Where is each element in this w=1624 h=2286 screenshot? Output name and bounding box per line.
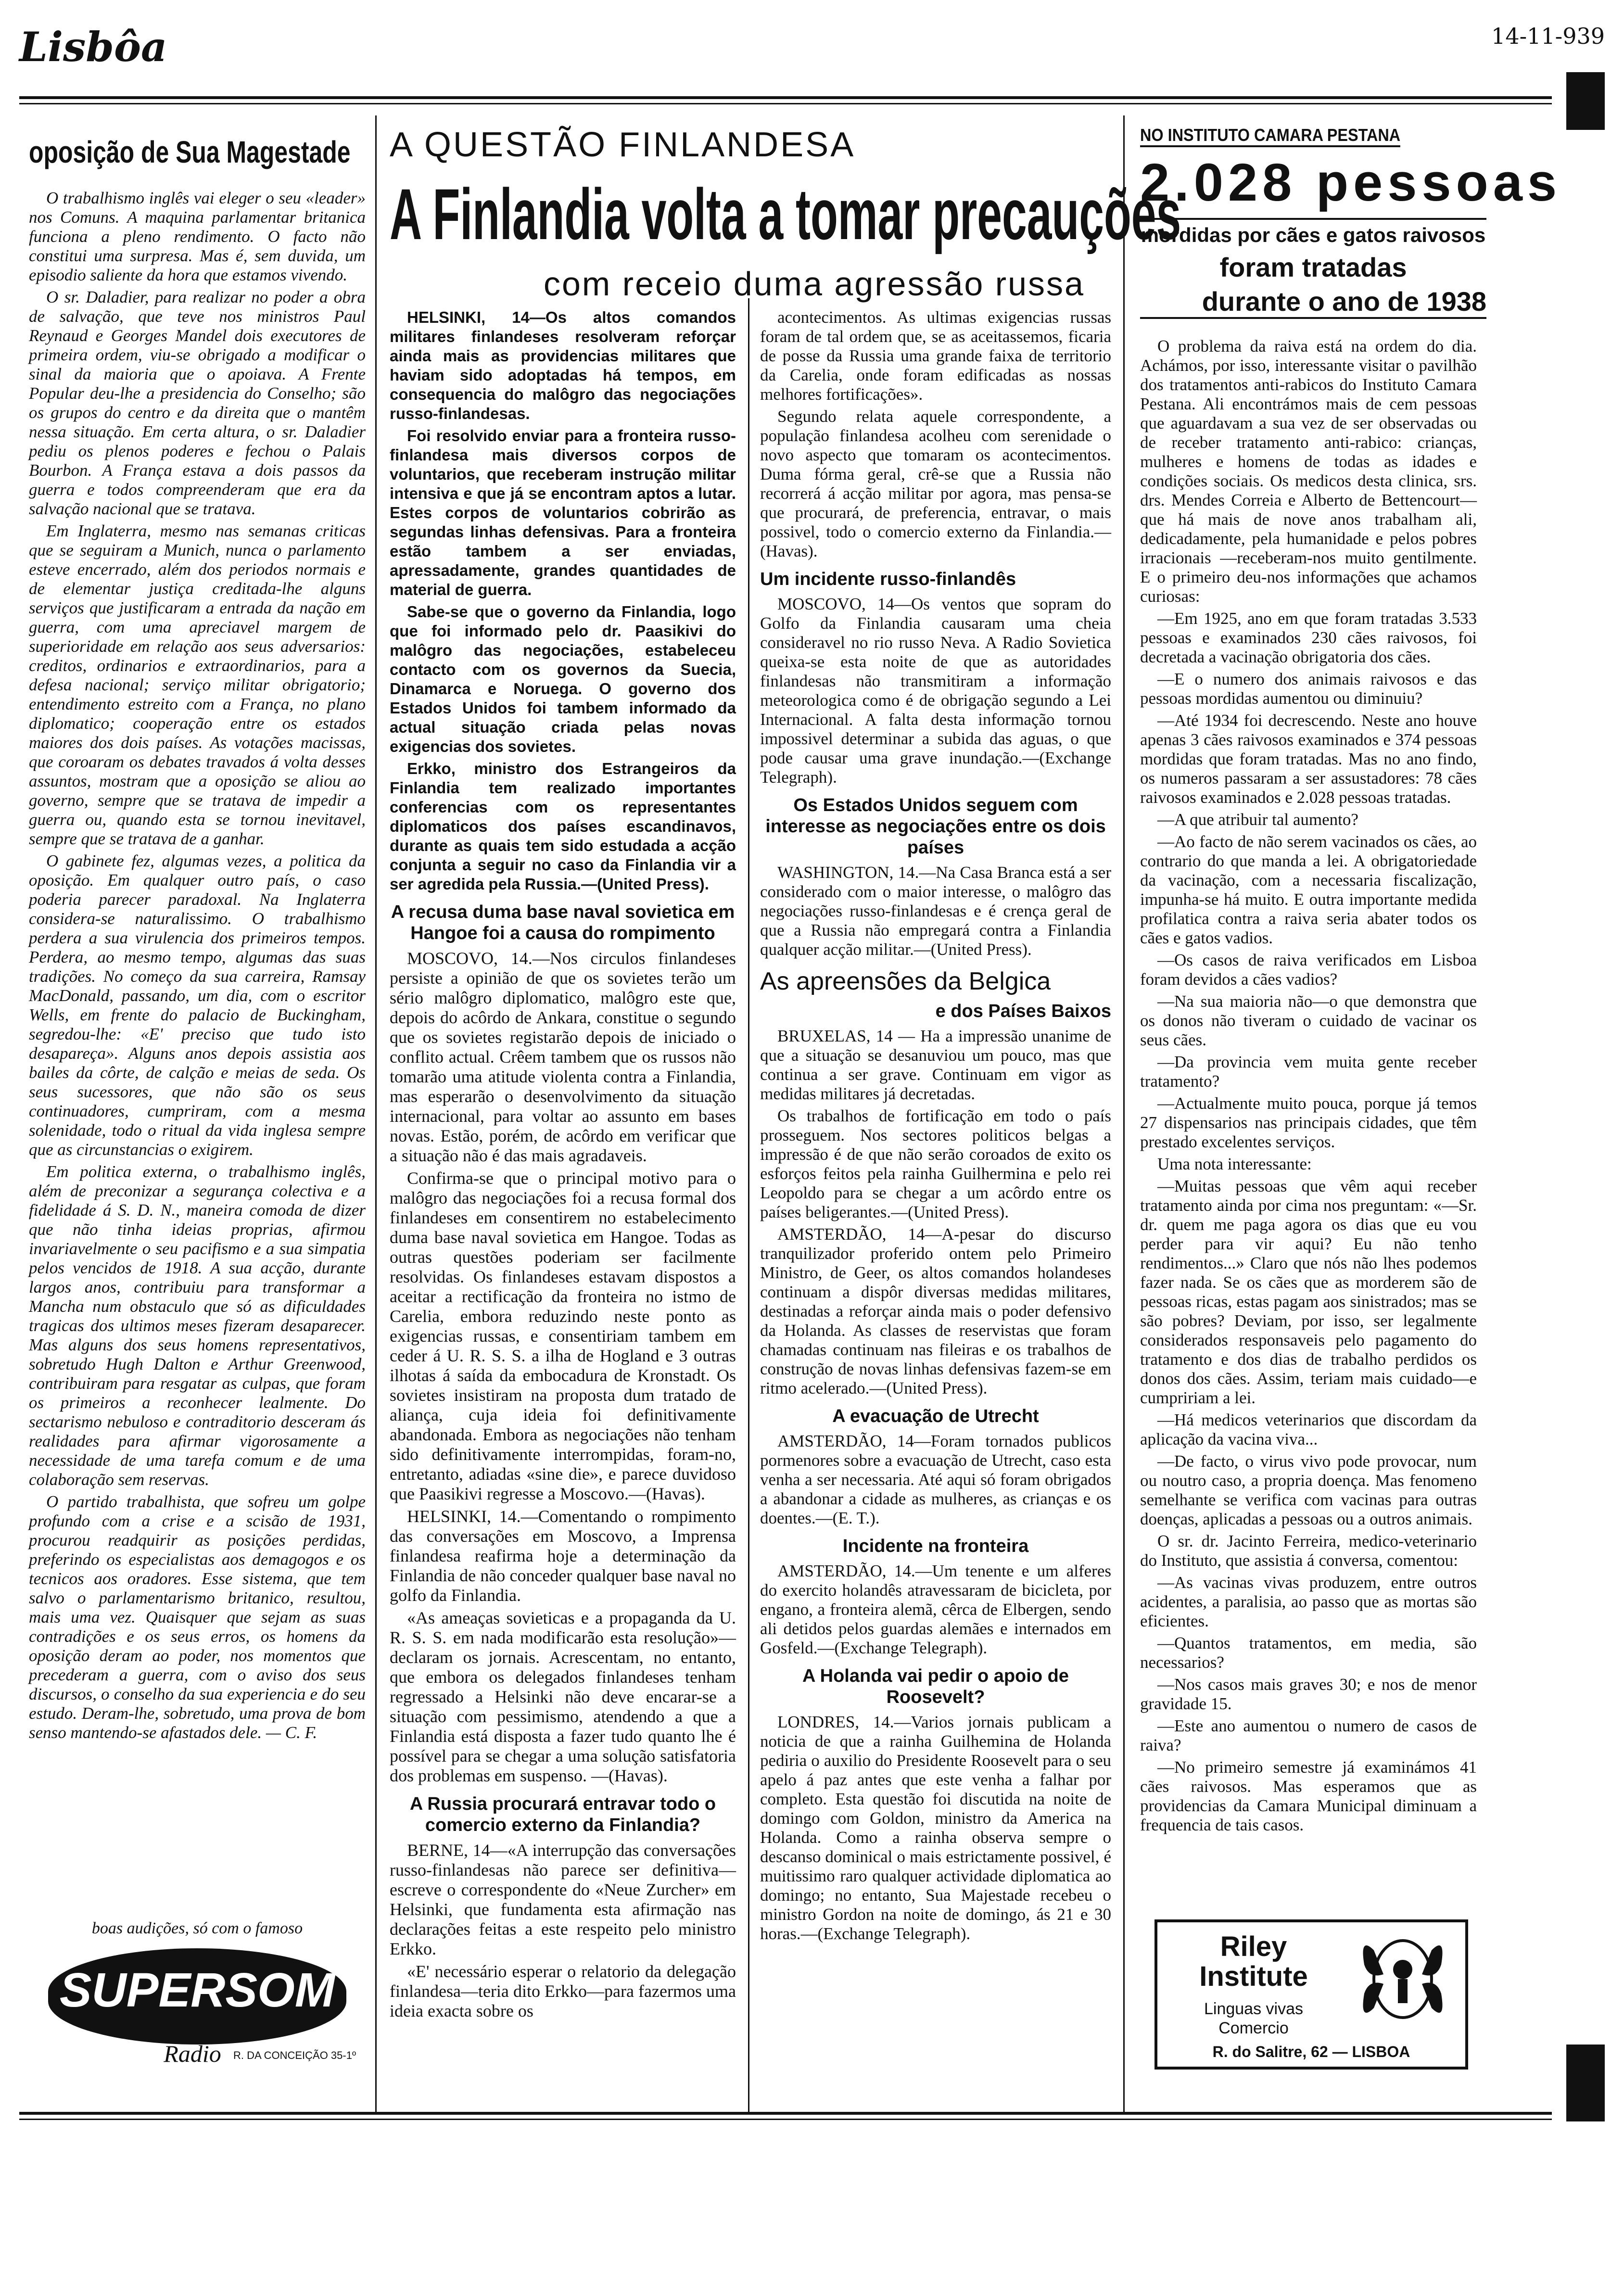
edge-mark-bottom bbox=[1566, 2045, 1605, 2121]
paragraph: Sabe-se que o governo da Finlandia, logo que foi informado pelo dr. Paasikivi do malôgro das negociações, estabeleceu contacto com os governos da Suecia, Dinamarca e Noruega. O governo dos Estados Unidos foi tambem informado da actual situação criada pelas novas exigencias dos sovietes. bbox=[390, 603, 736, 755]
paragraph: WASHINGTON, 14.—Na Casa Branca está a ser considerado com o maior interesse, o malôgro das negociações russo-finlandesas e é crença geral de que a Russia não empregará contra a Finlandia qualquer acção militar.—(United Press). bbox=[760, 863, 1111, 959]
incidente-heading: Um incidente russo-finlandês bbox=[760, 569, 1016, 589]
masthead-title: Lisbôa bbox=[19, 23, 167, 71]
right-rule bbox=[1140, 218, 1486, 220]
right-line2: mordidas por cães e gatos raivosos bbox=[1141, 224, 1486, 246]
paragraph: O sr. dr. Jacinto Ferreira, medico-veterinario do Instituto, que assistia á conversa, comentou: bbox=[1140, 1532, 1477, 1570]
paragraph: Os trabalhos de fortificação em todo o país prosseguem. Nos sectores politicos belgas a impressão é de que não serão coroados de exito os esforços feitos pela rainha Guilhermina e pelo rei Leopoldo para se chegar a um acôrdo entre os países beligerantes.—(United Press). bbox=[760, 1106, 1111, 1221]
riley-line4: Comercio bbox=[1218, 2019, 1289, 2037]
paragraph: HELSINKI, 14—Os altos comandos militares finlandeses resolveram reforçar ainda mais as providencias militares que haviam sido adoptadas há tempos, em consequencia do malôgro das negociações russo-finlandesas. bbox=[390, 308, 736, 422]
paragraph: BERNE, 14—«A interrupção das conversações russo-finlandesas não parece ser definitiva—escreve o correspondente do «Neue Zurcher» em Helsinki, que fundamenta esta afirmação nas declarações feitas a este respeito pelo ministro Erkko. bbox=[390, 1841, 736, 1958]
finland-column bbox=[390, 308, 736, 2024]
riley-line1: Riley bbox=[1220, 1931, 1287, 1962]
right-line4: durante o ano de 1938 bbox=[1140, 286, 1486, 319]
paragraph: —De facto, o virus vivo pode provocar, num ou noutro caso, a propria doença. Mas fenomeno semelhante se verifica com vacinas para outras doenças, aplicadas a pessoas ou a outros animais. bbox=[1140, 1452, 1477, 1528]
paragraph: Em politica externa, o trabalhismo inglês, além de preconizar a segurança colectiva e a fidelidade á S. D. N., maneira comoda de dizer que não tinha ideias proprias, afirmou invariavelmente o seu pacifismo e a sua simpatia pelos vencidos de 1918. A sua acção, durante largos anos, contribuiu para transformar a Mancha num obstaculo que só as dificuldades tragicas dos ultimos meses fizeram desaparecer. Mas alguns dos seus homens representativos, sobretudo Hugh Dalton e Arthur Greenwood, contribuiram para resgatar as culpas, que foram os primeiros a reconhecer lealmente. Do sectarismo nebuloso e contraditorio desceram ás realidades para afirmar vigorosamente a necessidade de uma tarefa comum e de uma colaboração sem reservas. bbox=[29, 1162, 366, 1489]
paragraph: Uma nota interessante: bbox=[1157, 1155, 1312, 1173]
riley-line2: Institute bbox=[1199, 1961, 1308, 1992]
paragraph: O partido trabalhista, que sofreu um golpe profundo com a crise e a scisão de 1931, procurou readquirir as posições perdidas, preferindo os especialistas aos demagogos e os tecnicos aos oradores. Esse sistema, que tem salvo o parlamentarismo britanico, resultou, mais uma vez. Quaisquer que sejam as suas contradições e os seus erros, os homens da oposição deram ao poder, nos momentos que precederam a guerra, com o aviso dos seus discursos, o conselho da sua experiencia e do seu estudo. Deram-lhe, sobretudo, uma prova de bom senso mantendo-se afastados dele. — C. F. bbox=[29, 1492, 366, 1742]
supersom-ad bbox=[38, 1919, 356, 2078]
left-article-body bbox=[29, 189, 366, 1742]
bottom-rule-thin bbox=[19, 2119, 1552, 2120]
paragraph: —Ao facto de não serem vacinados os cães, ao contrario do que manda a lei. A obrigatoriedade da vacinação, com a necessaria fiscalização, impunha-se há muito. E outra importante medida profilatica contra a raiva seria abater todos os cães e gatos vadios. bbox=[1140, 832, 1477, 947]
paragraph: acontecimentos. As ultimas exigencias russas foram de tal ordem que, se as aceitassemos, ficaria de posse da Russia uma grande faixa de territorio da Carelia, onde foram edificadas as nossas melhores fortificações». bbox=[760, 308, 1111, 404]
paragraph: —Muitas pessoas que vêm aqui receber tratamento ainda por cima nos preguntam: «—Sr. dr. quem me paga agora os dias que eu vou perder para vir aqui? Eu não tenho rendimentos...» Claro que nós não lhes podemos fazer nada. Se os cães que as morderem são de pessoas ricas, estas pagam aos sinistrados; mas se são pobres? Deviam, por isso, ser legalmente considerados responsaveis pelo pagamento do tratamento e dos dias de trabalho perdidos os donos dos cães. Assim, teriam mais cuidado—e cumpririam a lei. bbox=[1140, 1177, 1477, 1407]
column-divider-2 bbox=[748, 298, 749, 2112]
paragraph: O problema da raiva está na ordem do dia. Achámos, por isso, interessante visitar o pavilhão dos tratamentos anti-rabicos do Instituto Camara Pestana. Ali encontrámos mais de cem pessoas que aguardavam a sua vez de ser observadas ou de receber tratamento anti-rabico: crianças, mulheres e homens de todas as idades e condições sociais. Os medicos desta clinica, srs. drs. Mendes Correia e Alberto de Bettencourt—que há mais de nove anos trabalham ali, dedicadamente, pela humanidade e pelos pobres irracionais —receberam-nos muito gentilmente. E o primeiro deu-nos informações que achamos curiosas: bbox=[1140, 337, 1477, 606]
belgica-subheading: e dos Países Baixos bbox=[935, 1001, 1111, 1021]
supersom-address: R. DA CONCEIÇÃO 35-1º bbox=[233, 2049, 356, 2061]
center-subhead: com receio duma agressão russa bbox=[544, 265, 1085, 303]
riley-line3: Linguas vivas bbox=[1204, 2000, 1303, 2018]
paragraph: HELSINKI, 14.—Comentando o rompimento das conversações em Moscovo, a Imprensa finlandesa reafirma hoje a determinação da Finlandia de não conceder qualquer base naval no golfo da Finlandia. bbox=[390, 1507, 736, 1605]
paragraph: AMSTERDÃO, 14—A-pesar do discurso tranquilizador proferido ontem pelo Primeiro Ministro, de Geer, os altos comandos holandeses continuam a dispôr diversas medidas militares, destinadas a reforçar ainda mais o poder defensivo da Holanda. As classes de reservistas que foram chamadas continuam nas fileiras e os trabalhos de construção de novas linhas defensivas fazem-se em ritmo acelerado.—(United Press). bbox=[760, 1225, 1111, 1397]
right-big-title: 2.028 pessoas bbox=[1140, 153, 1562, 212]
paragraph: «As ameaças sovieticas e a propaganda da U. R. S. S. em nada modificarão esta resolução»—declaram os jornais. Acrescentam, no entanto, que embora os delegados finlandeses tenham regressado a Helsinki não deve encarar-se a situação com pessimismo, atendendo a que a Finlandia está disposta a fazer tudo quanto lhe é possível para se chegar a uma solução satisfatoria dos problemas em suspenso. —(Havas). bbox=[390, 1608, 736, 1785]
riley-name bbox=[1167, 1932, 1340, 1992]
top-rule-thin bbox=[19, 103, 1552, 104]
masthead-date: 14-11-939 bbox=[1491, 23, 1605, 49]
paragraph: MOSCOVO, 14—Os ventos que sopram do Golfo da Finlandia causaram uma cheia consideravel no rio russo Neva. A Radio Sovietica queixa-se esta noite de que as autoridades finlandesas não transmitiram a informação meteorologica como é de obrigação segundo a Lei Internacional. A falta desta informação tornou impossivel determinar a subida das aguas, o que pode causar uma grave inundação.—(Exchange Telegraph). bbox=[760, 595, 1111, 787]
paragraph: —Na sua maioria não—o que demonstra que os donos não tiveram o cuidado de vacinar os seus cães. bbox=[1140, 992, 1477, 1049]
eua-heading: Os Estados Unidos seguem com interesse as negociações entre os dois países bbox=[765, 795, 1106, 858]
paragraph: —A que atribuir tal aumento? bbox=[1157, 810, 1358, 829]
top-rule bbox=[19, 96, 1552, 99]
belgica-heading: As apreensões da Belgica bbox=[760, 967, 1051, 995]
paragraph: —Em 1925, ano em que foram tratadas 3.533 pessoas e examinados 230 cães raivosos, foi decretada a vacinação obrigatoria dos cães. bbox=[1140, 609, 1477, 666]
column-divider-3 bbox=[1123, 115, 1125, 2112]
paragraph: O gabinete fez, algumas vezes, a politica da oposição. Em qualquer outro país, o caso poderia parecer paradoxal. Na Inglaterra considera-se naturalissimo. O trabalhismo perdera a sua virulencia dos primeiros tempos. Perdera, ao mesmo tempo, algumas das suas tradições. No começo da sua carreira, Ramsay MacDonald, passando, um dia, com o escritor Wells, em frente do palacio de Buckingham, segredou-lhe: «E' preciso que tudo isto desapareça». Alguns anos depois assistia aos bailes da côrte, de calção e meias de seda. Os seus sucessores, que não são os seus continuadores, cumpriram, com a mesma solenidade, todo o ritual da vida inglesa sempre que as circunstancias o exigirem. bbox=[29, 851, 366, 1159]
riley-emblem-icon bbox=[1355, 1931, 1451, 2027]
bottom-rule bbox=[19, 2112, 1552, 2115]
hangoe-heading: A recusa duma base naval sovietica em Hangoe foi a causa do rompimento bbox=[391, 902, 735, 943]
paragraph: O trabalhismo inglês vai eleger o seu «leader» nos Comuns. A maquina parlamentar britanica funciona a pleno rendimento. O facto não constitui uma surpresa. Mas é, sem duvida, um episodio saliente da hora que estamos vivendo. bbox=[29, 189, 366, 284]
right-article-body bbox=[1140, 337, 1477, 1838]
paragraph: —Há medicos veterinarios que discordam da aplicação da vacina viva... bbox=[1140, 1410, 1477, 1448]
lead-block bbox=[390, 308, 736, 894]
paragraph: —Da provincia vem muita gente receber tratamento? bbox=[1140, 1053, 1477, 1091]
paragraph: —Até 1934 foi decrescendo. Neste ano houve apenas 3 cães raivosos examinados e 374 pessoas mordidas que foram tratadas. Mas no ano findo, os numeros passaram a ser assustadores: 78 cães raivosos examinados e 2.028 pessoas tratadas. bbox=[1140, 711, 1477, 807]
supersom-brand: SUPERSOM bbox=[59, 1963, 335, 2017]
paragraph: Segundo relata aquele correspondente, a população finlandesa acolheu com serenidade o novo aspecto que tomaram os acontecimentos. Duma fórma geral, crê-se que a Russia não recorrerá á acção militar por agora, mas pensa-se que procurará, de preferencia, entravar, o mais possivel, todo o comercio externo da Finlandia.—(Havas). bbox=[760, 407, 1111, 560]
edge-mark-top bbox=[1566, 72, 1605, 130]
right-kicker: NO INSTITUTO CAMARA PESTANA bbox=[1140, 125, 1400, 147]
left-article-title: oposição de Sua Magestade bbox=[29, 135, 351, 169]
paragraph: —As vacinas vivas produzem, entre outros acidentes, a paralisia, ao passo que as mortas são eficientes. bbox=[1140, 1573, 1477, 1630]
center-kicker: A QUESTÃO FINLANDESA bbox=[390, 126, 856, 164]
paragraph: Foi resolvido enviar para a fronteira russo-finlandesa mais diversos corpos de voluntarios, que receberam instrução militar intensiva e que já se encontram aptos a lutar. Estes corpos de voluntarios cobrirão as segundas linhas defensivas. Para a fronteira estão tambem a ser enviadas, apressadamente, grandes quantidades de material de guerra. bbox=[390, 427, 736, 598]
riley-ad bbox=[1155, 1919, 1468, 2070]
center-headline: A Finlandia volta a tomar precauções bbox=[390, 174, 1181, 254]
paragraph: O sr. Daladier, para realizar no poder a obra de salvação, que teve nos ministros Paul Reynaud e Georges Mandel dois executores de primeira ordem, viu-se obrigado a modificar o sinal da maioria que o apoiava. A Frente Popular deu-lhe a presidencia do Conselho; são os grupos do centro e da direita que o mantêm nessa situação. Em certa altura, o sr. Daladier pediu os plenos poderes e fechou o Palais Bourbon. A França estava a dois passos da guerra e todos compreenderam que era da salvação nacional que se tratava. bbox=[29, 288, 366, 518]
europe-column bbox=[760, 308, 1111, 1946]
paragraph: Erkko, ministro dos Estrangeiros da Finlandia tem realizado importantes conferencias com os representantes diplomaticos dos países escandinavos, durante as quais tem sido estudada a acção conjunta a seguir no caso da Finlandia vir a ser agredida pela Russia.—(United Press). bbox=[390, 760, 736, 893]
paragraph: BRUXELAS, 14 — Ha a impressão unanime de que a situação se desanuviou um pouco, mas que continua a ser grave. Continuam em vigor as medidas militares já decretadas. bbox=[760, 1027, 1111, 1103]
paragraph: —E o numero dos animais raivosos e das pessoas mordidas aumentou ou diminuiu? bbox=[1140, 670, 1477, 708]
paragraph: —Nos casos mais graves 30; e nos de menor gravidade 15. bbox=[1140, 1675, 1477, 1713]
paragraph: «E' necessário esperar o relatorio da delegação finlandesa—teria dito Erkko—para fazermos uma ideia exacta sobre os bbox=[390, 1962, 736, 2020]
paragraph: —Os casos de raiva verificados em Lisboa foram devidos a cães vadios? bbox=[1140, 951, 1477, 989]
paragraph: AMSTERDÃO, 14—Foram tornados publicos pormenores sobre a evacuação de Utrecht, caso esta venha a ser necessaria. Até aqui só foram obrigados a abandonar a cidade as mulheres, as crianças e os doentes.—(E. T.). bbox=[760, 1432, 1111, 1527]
paragraph: —No primeiro semestre já examinámos 41 cães raivosos. Mas esperamos que as providencias da Camara Municipal diminuam a frequencia de tais casos. bbox=[1140, 1758, 1477, 1834]
right-article-header bbox=[1140, 125, 1562, 319]
paragraph: —Quantos tratamentos, em media, são necessarios? bbox=[1140, 1634, 1477, 1672]
paragraph: Em Inglaterra, mesmo nas semanas criticas que se seguiram a Munich, nunca o parlamento esteve encerrado, além dos periodos normais e de elementar justiça creditada-lhe alguns serviços que justificaram a entrada da nação em guerra, com uma apreciavel margem de superioridade em relação aos seus adversarios: creditos, ordinarios e extraordinarios, para a defesa nacional; serviço militar obrigatorio; entendimento estreito com a França, no plano diplomatico; cooperação entre os estados maiores dos dois países. As votações macissas, que coroaram os debates travados á volta desses assuntos, mostram que a oposição se aliou ao governo, sempre que se tratava de impedir a guerra ou, quando esta se tornou inevitavel, sempre que se tratava de a ganhar. bbox=[29, 521, 366, 848]
supersom-tagline: boas audições, só com o famoso bbox=[91, 1919, 303, 1937]
riley-subjects bbox=[1167, 1999, 1340, 2038]
holanda-heading: A Holanda vai pedir o apoio de Roosevelt? bbox=[802, 1666, 1069, 1707]
fronteira-heading: Incidente na fronteira bbox=[842, 1536, 1029, 1556]
paragraph: MOSCOVO, 14.—Nos circulos finlandeses persiste a opinião de que os sovietes terão um sério malôgro diplomatico, malôgro este que, depois do acôrdo de Ankara, constitue o segundo que os sovietes registarão depois de iniciado o conflito actual. Crêem tambem que os russos não tomarão uma atitude violenta contra a Finlandia, mas esperarão o desenvolvimento da situação internacional, para voltar ao assunto em bases novas. Estão, porém, de acôrdo em verificar que a situação não é das mais agradaveis. bbox=[390, 949, 736, 1165]
supersom-radio: Radio bbox=[164, 2040, 221, 2067]
paragraph: LONDRES, 14.—Varios jornais publicam a noticia de que a rainha Guilhemina de Holanda pediria o auxilio do Presidente Roosevelt para o seu apelo á paz antes que este venha a falhar por completo. Esta questão foi discutida na noite de domingo com Goldon, ministro da America na Holanda. Como a rainha observa sempre o descanso dominical o mais estrictamente possivel, é muitissimo raro qualquer actividade diplomatica ao domingo; no entanto, Sua Majestade recebeu o ministro Gordon na noite de domingo, ás 21 e 30 horas.—(Exchange Telegraph). bbox=[760, 1713, 1111, 1943]
russia-heading: A Russia procurará entravar todo o comercio externo da Finlandia? bbox=[409, 1794, 716, 1835]
column-divider-1 bbox=[375, 115, 377, 2112]
left-article bbox=[29, 125, 366, 1745]
paragraph: Confirma-se que o principal motivo para o malôgro das negociações foi a recusa formal dos finlandeses em consentirem no estabelecimento duma base naval sovietica em Hangoe. Todas as outras questões poderiam ser facilmente resolvidas. Os finlandeses estavam dispostos a aceitar a rectificação da fronteira no istmo de Carelia, embora reduzindo neste ponto as exigencias russas, e consentiriam tambem em ceder á U. R. S. S. a ilha de Hogland e 3 outras ilhotas á saída da embocadura de Kronstadt. Os sovietes insistiram na proposta dum tratado de aliança, cuja ideia foi definitivamente abandonada. Embora as negociações não tenham sido definitivamente interrompidas, foram-no, entretanto, adiadas «sine die», e parece duvidoso que Paasikivi regresse a Moscovo.—(Havas). bbox=[390, 1168, 736, 1503]
paragraph: —Este ano aumentou o numero de casos de raiva? bbox=[1140, 1716, 1477, 1754]
paragraph: —Actualmente muito pouca, porque já temos 27 dispensarios nas principais cidades, que têm prestado excelentes serviços. bbox=[1140, 1094, 1477, 1151]
right-line3: foram tratadas bbox=[1219, 252, 1407, 282]
paragraph: AMSTERDÃO, 14.—Um tenente e um alferes do exercito holandês atravessaram de bicicleta, por engano, a fronteira alemã, cêrca de Elbergen, sendo ali detidos pelos guardas alemães e internados em Gosfeld.—(Exchange Telegraph). bbox=[760, 1562, 1111, 1657]
utrecht-heading: A evacuação de Utrecht bbox=[832, 1406, 1039, 1426]
riley-address: R. do Salitre, 62 — LISBOA bbox=[1212, 2043, 1410, 2060]
